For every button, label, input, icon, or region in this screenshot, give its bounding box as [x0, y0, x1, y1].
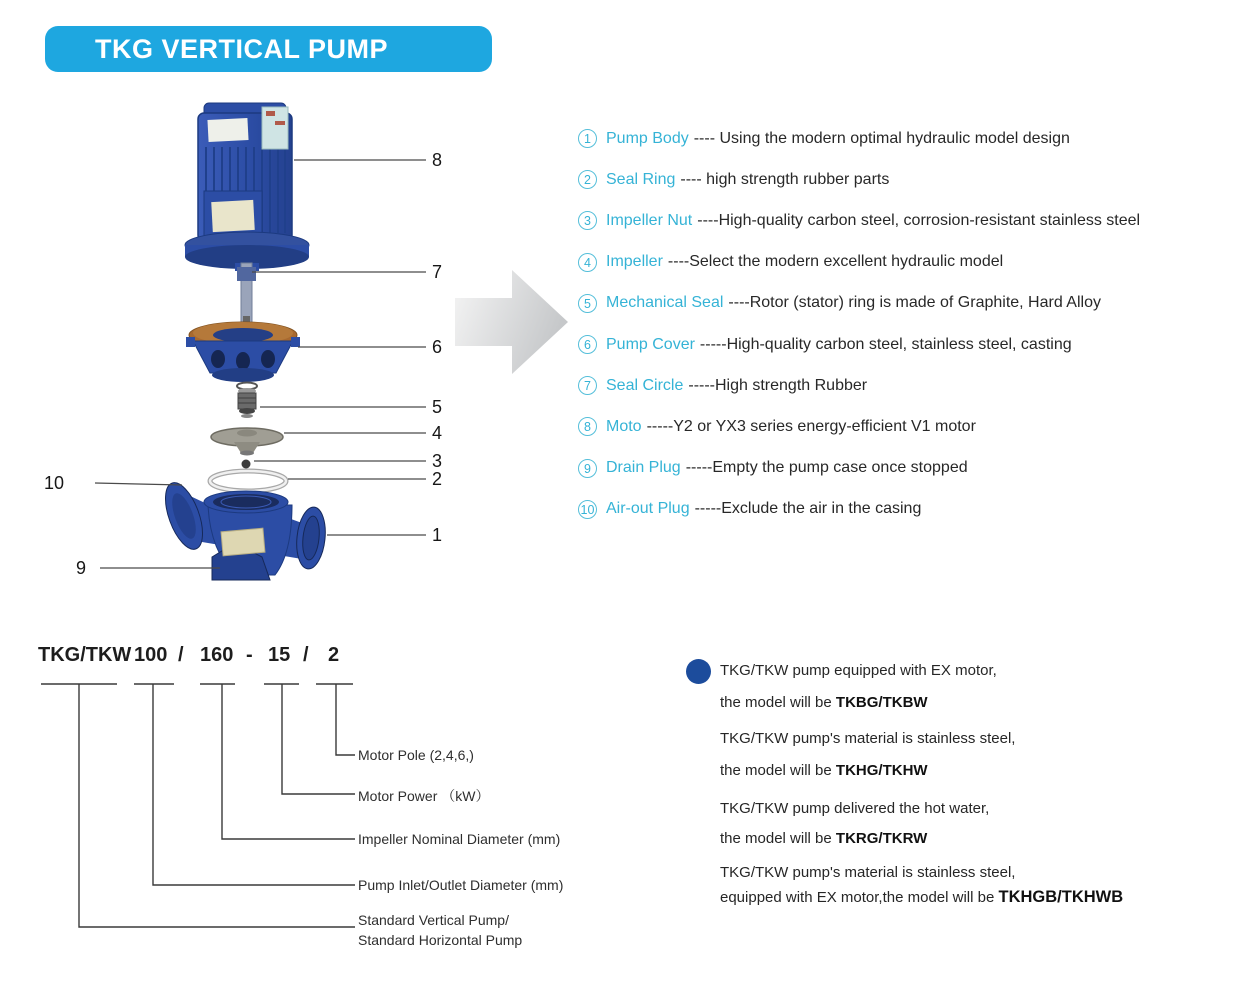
model-code: TKRG/TKRW — [835, 830, 928, 847]
callout-9: 9 — [76, 558, 87, 578]
part-name: Seal Circle — [606, 376, 684, 394]
note-line: TKG/TKW pump's material is stainless steel, — [720, 864, 1016, 881]
note-text: the model will be — [720, 694, 836, 711]
part-name: Impeller — [606, 253, 663, 271]
parts-list-item — [578, 489, 1233, 530]
pump-cover-shape — [186, 322, 300, 382]
pump-body-shape — [158, 478, 328, 580]
label-motor-power: Motor Power （kW） — [358, 788, 490, 804]
callout-6: 6 — [432, 337, 443, 357]
note-line: TKG/TKW pump's material is stainless steel, — [720, 730, 1016, 747]
callout-8: 8 — [432, 150, 443, 170]
parts-list-item — [578, 200, 1233, 241]
code-motor-pole: 2 — [328, 644, 340, 666]
note-text: equipped with EX motor,the model will be — [720, 889, 999, 906]
circled-number-icon: 3 — [578, 211, 597, 230]
callout-10: 10 — [44, 473, 65, 493]
note-line — [720, 888, 1123, 907]
part-description: -----Exclude the air in the casing — [694, 500, 922, 518]
note-line — [720, 762, 928, 779]
part-name: Moto — [606, 417, 642, 435]
code-separator: / — [303, 644, 309, 666]
parts-list-item — [578, 324, 1233, 365]
circled-number-icon: 4 — [578, 253, 597, 272]
parts-list-item — [578, 242, 1233, 283]
callout-7: 7 — [432, 262, 443, 282]
model-code: TKHGB/TKHWB — [998, 888, 1124, 906]
callout-1: 1 — [432, 525, 443, 545]
circled-number-icon: 7 — [578, 376, 597, 395]
parts-list-item — [578, 448, 1233, 489]
mechanical-seal-shape — [237, 383, 257, 419]
parts-list-item — [578, 118, 1233, 159]
note-line — [720, 694, 928, 711]
circled-number-icon: 9 — [578, 459, 597, 478]
part-description: ---- high strength rubber parts — [680, 170, 890, 188]
code-separator: / — [178, 644, 184, 666]
code-inlet-outlet: 100 — [134, 644, 168, 666]
part-name: Mechanical Seal — [606, 294, 724, 312]
callout-2: 2 — [432, 469, 443, 489]
part-description: -----High-quality carbon steel, stainless steel, casting — [699, 335, 1072, 353]
parts-list-item — [578, 159, 1233, 200]
circled-number-icon: 1 — [578, 129, 597, 148]
circled-number-icon: 10 — [578, 500, 597, 519]
right-arrow-icon — [450, 260, 575, 385]
callout-5: 5 — [432, 397, 443, 417]
parts-list-item — [578, 283, 1233, 324]
page-title: TKG VERTICAL PUMP — [95, 33, 389, 64]
part-description: -----Y2 or YX3 series energy-efficient V1 motor — [646, 417, 976, 435]
note-text: the model will be — [720, 830, 836, 847]
part-description: -----Empty the pump case once stopped — [685, 459, 968, 477]
seal-ring-shape — [210, 471, 286, 491]
label-motor-pole: Motor Pole (2,4,6,) — [358, 747, 474, 763]
label-inlet-outlet: Pump Inlet/Outlet Diameter (mm) — [358, 877, 564, 893]
callout-4: 4 — [432, 423, 443, 443]
model-code: TKBG/TKBW — [835, 694, 928, 711]
part-name: Seal Ring — [606, 170, 676, 188]
part-name: Drain Plug — [606, 459, 681, 477]
code-series: TKG/TKW — [38, 644, 132, 666]
part-description: ----Rotor (stator) ring is made of Graphite, Hard Alloy — [728, 294, 1101, 312]
note-line — [720, 830, 927, 847]
code-motor-power: 15 — [268, 644, 291, 666]
circled-number-icon: 8 — [578, 417, 597, 436]
exploded-pump-diagram — [30, 95, 460, 620]
part-description: -----High strength Rubber — [688, 376, 868, 394]
impeller-shape — [211, 428, 283, 456]
note-line: TKG/TKW pump equipped with EX motor, — [720, 662, 997, 679]
part-name: Impeller Nut — [606, 211, 693, 229]
circled-number-icon: 6 — [578, 335, 597, 354]
label-standard-pump-1: Standard Vertical Pump/ — [358, 912, 509, 928]
circled-number-icon: 2 — [578, 170, 597, 189]
note-text: the model will be — [720, 762, 836, 779]
callout-3: 3 — [432, 451, 443, 471]
part-description: ----High-quality carbon steel, corrosion-resistant stainless steel — [697, 211, 1141, 229]
circled-number-icon: 5 — [578, 294, 597, 313]
title-banner — [45, 26, 492, 72]
model-code: TKHG/TKHW — [835, 762, 928, 779]
part-name: Pump Body — [606, 129, 689, 147]
code-dash: - — [246, 644, 253, 666]
motor-shape — [185, 103, 309, 271]
code-impeller-dia: 160 — [200, 644, 234, 666]
part-name: Pump Cover — [606, 335, 695, 353]
label-impeller-diameter: Impeller Nominal Diameter (mm) — [358, 831, 561, 847]
label-standard-pump-2: Standard Horizontal Pump — [358, 932, 523, 948]
part-description: ----Select the modern excellent hydraulic model — [667, 253, 1004, 271]
bullet-icon — [686, 659, 711, 684]
note-line: TKG/TKW pump delivered the hot water, — [720, 800, 990, 817]
parts-list-item — [578, 365, 1233, 406]
parts-list — [578, 118, 1233, 530]
part-description: ---- Using the modern optimal hydraulic model design — [693, 129, 1070, 147]
parts-list-item — [578, 406, 1233, 447]
nomenclature-connector-lines — [0, 630, 620, 970]
part-name: Air-out Plug — [606, 500, 690, 518]
